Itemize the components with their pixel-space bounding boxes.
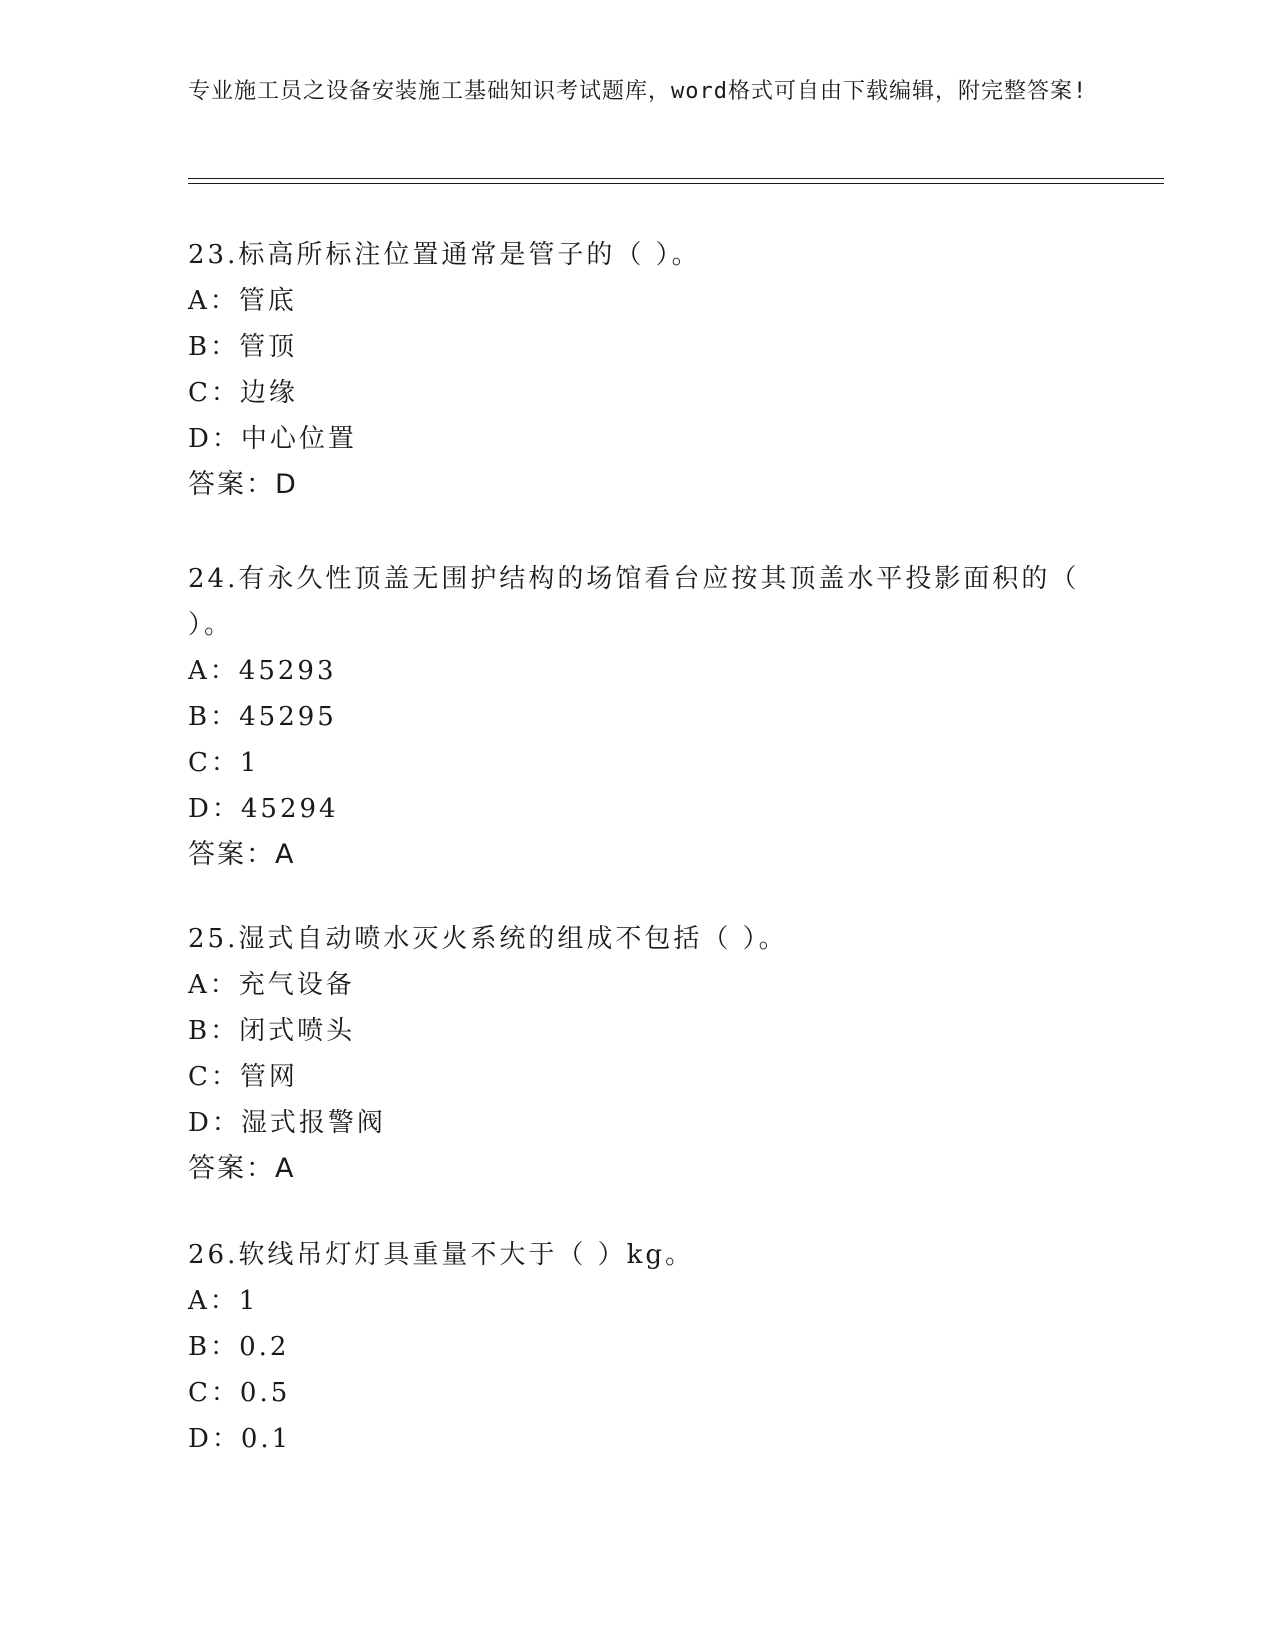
option-text: 管网	[239, 1062, 298, 1092]
option-label: B：	[188, 1332, 240, 1362]
answer: 答案：A	[188, 1153, 296, 1184]
option-text: 45295	[239, 702, 337, 732]
question-stem: 23.标高所标注位置通常是管子的（ ）。	[188, 240, 701, 270]
option-label: C：	[188, 378, 240, 408]
option-a	[188, 648, 1088, 694]
option-text: 1	[238, 1286, 259, 1316]
question-stem: 24.有永久性顶盖无围护结构的场馆看台应按其顶盖水平投影面积的（ ）。	[188, 564, 1080, 640]
option-label: B：	[188, 702, 240, 732]
option-text: 0.2	[239, 1332, 290, 1362]
option-label: A：	[188, 286, 239, 316]
option-c	[188, 370, 1088, 416]
question-25	[188, 916, 1088, 1192]
option-text: 湿式报警阀	[240, 1108, 386, 1138]
option-text: 边缘	[239, 378, 298, 408]
option-b	[188, 1324, 1088, 1370]
option-label: A：	[188, 656, 239, 686]
option-a	[188, 962, 1088, 1008]
option-label: D：	[188, 794, 241, 824]
option-label: C：	[188, 1378, 240, 1408]
question-stem: 26.软线吊灯灯具重量不大于（ ）kg。	[188, 1240, 695, 1270]
option-label: D：	[188, 1108, 241, 1138]
option-b	[188, 1008, 1088, 1054]
answer: 答案：D	[188, 469, 298, 500]
question-24	[188, 556, 1088, 878]
header-divider-bottom	[188, 183, 1164, 184]
document-header: 专业施工员之设备安装施工基础知识考试题库，word格式可自由下载编辑，附完整答案!	[188, 79, 1088, 104]
option-label: C：	[188, 748, 240, 778]
option-label: D：	[188, 1424, 241, 1454]
option-d	[188, 1100, 1088, 1146]
answer: 答案：A	[188, 839, 296, 870]
option-label: C：	[188, 1062, 240, 1092]
option-c	[188, 740, 1088, 786]
header-divider-top	[188, 178, 1164, 179]
option-text: 45294	[240, 794, 339, 824]
option-label: D：	[188, 424, 241, 454]
option-text: 闭式喷头	[239, 1016, 356, 1046]
option-text: 0.5	[239, 1378, 291, 1408]
question-23	[188, 232, 1088, 508]
option-d	[188, 786, 1088, 832]
option-text: 45293	[238, 656, 337, 686]
option-text: 管顶	[239, 332, 298, 362]
option-label: A：	[188, 970, 239, 1000]
option-label: B：	[188, 332, 240, 362]
option-text: 充气设备	[238, 970, 355, 1000]
option-a	[188, 1278, 1088, 1324]
option-b	[188, 694, 1088, 740]
option-label: A：	[188, 1286, 239, 1316]
option-d	[188, 416, 1088, 462]
option-label: B：	[188, 1016, 240, 1046]
option-c	[188, 1370, 1088, 1416]
option-a	[188, 278, 1088, 324]
option-text: 中心位置	[240, 424, 357, 454]
option-d	[188, 1416, 1088, 1462]
question-stem: 25.湿式自动喷水灭火系统的组成不包括（ ）。	[188, 924, 788, 954]
option-text: 0.1	[240, 1424, 292, 1454]
option-c	[188, 1054, 1088, 1100]
option-text: 管底	[238, 286, 297, 316]
option-text: 1	[239, 748, 260, 778]
option-b	[188, 324, 1088, 370]
question-26	[188, 1232, 1088, 1462]
